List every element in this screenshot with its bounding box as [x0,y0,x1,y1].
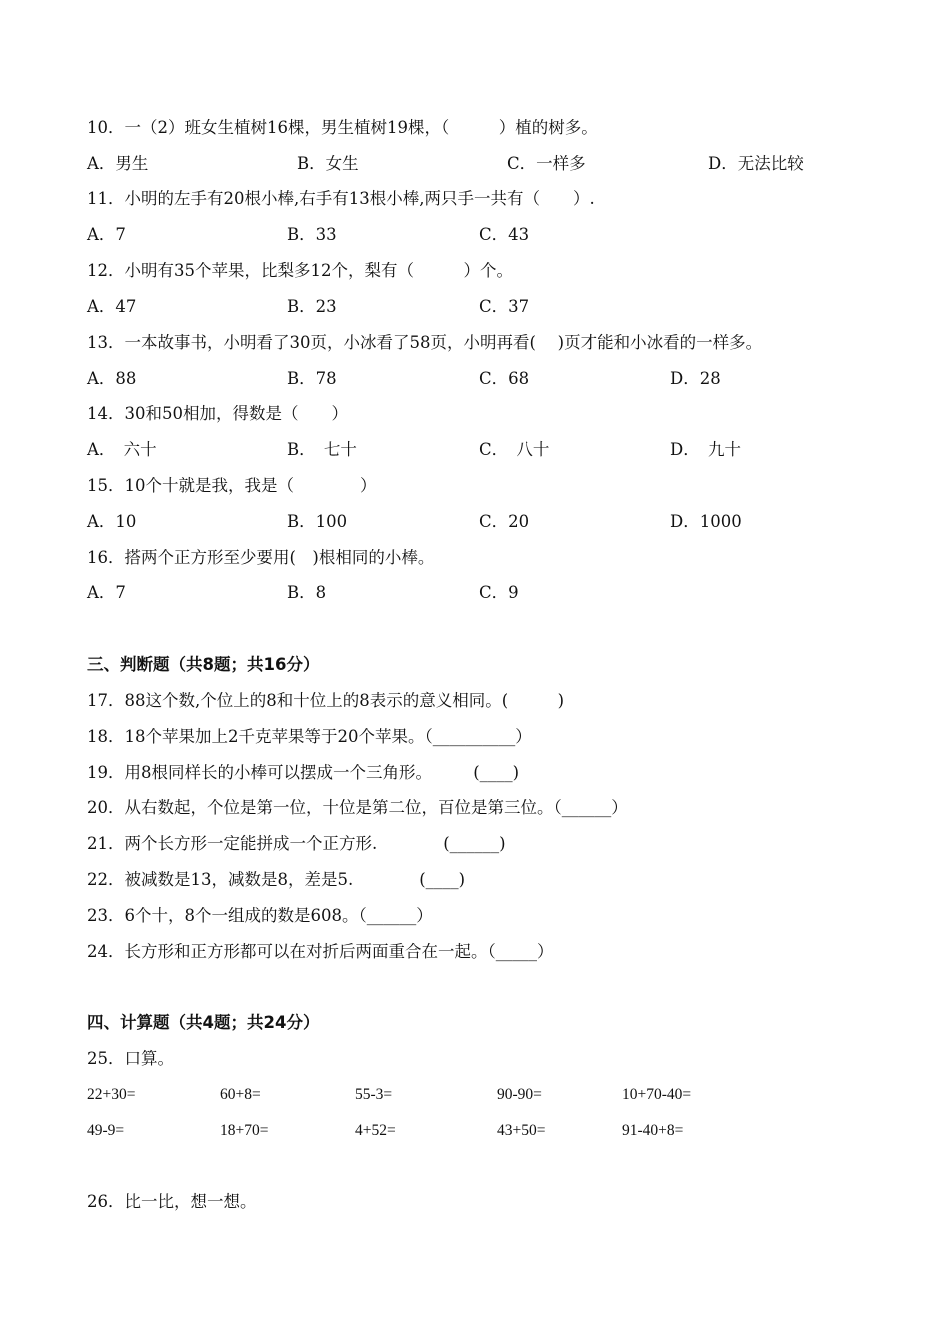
question-26: 26．比一比，想一想。 [87,1192,257,1211]
option-a: A．10 [87,512,137,531]
option-c: C． 八十 [479,440,550,459]
option-c: C．20 [479,512,530,531]
option-a: A．7 [87,583,126,602]
option-b: B．8 [287,583,327,602]
option-a: A．47 [87,297,137,316]
option-c: C．9 [479,583,519,602]
calc-item: 22+30= [87,1086,136,1103]
tf-item: 22．被减数是13，减数是8，差是5. (____) [87,870,466,889]
calc-item: 55-3= [355,1086,393,1103]
option-c: C．37 [479,297,530,316]
option-a: A． 六十 [87,440,157,459]
option-a: A．男生 [87,154,149,173]
section-title: 四、计算题（共4题；共24分） [87,1013,320,1032]
option-b: B．女生 [297,154,359,173]
tf-item: 24．长方形和正方形都可以在对折后两面重合在一起。（_____） [87,942,554,961]
tf-item: 18．18个苹果加上2千克苹果等于20个苹果。（__________） [87,727,532,746]
option-c: C．43 [479,225,530,244]
tf-item: 23．6个十，8个一组成的数是608。（______） [87,906,433,925]
tf-item: 17．88这个数,个位上的8和十位上的8表示的意义相同。( ) [87,691,565,710]
calc-item: 10+70-40= [622,1086,692,1103]
tf-item: 21．两个长方形一定能拼成一个正方形. (______) [87,834,506,853]
calc-item: 18+70= [220,1122,269,1139]
option-d: D．28 [670,369,721,388]
option-b: B．33 [287,225,337,244]
section-title: 三、判断题（共8题；共16分） [87,655,320,674]
option-b: B．23 [287,297,337,316]
question-stem: 15．10个十就是我，我是（ ） [87,476,377,495]
calc-item: 49-9= [87,1122,125,1139]
calc-item: 91-40+8= [622,1122,684,1139]
option-c: C．一样多 [507,154,586,173]
option-d: D． 九十 [670,440,741,459]
question-stem: 12．小明有35个苹果，比梨多12个，梨有（ ）个。 [87,261,513,280]
option-a: A．88 [87,369,137,388]
option-b: B． 七十 [287,440,357,459]
option-b: B．78 [287,369,337,388]
option-b: B．100 [287,512,348,531]
option-c: C．68 [479,369,530,388]
question-stem: 10．一（2）班女生植树16棵，男生植树19棵，（ ）植的树多。 [87,118,598,137]
calc-item: 4+52= [355,1122,396,1139]
tf-item: 19．用8根同样长的小棒可以摆成一个三角形。 (____) [87,763,520,782]
calc-item: 60+8= [220,1086,261,1103]
calc-item: 43+50= [497,1122,546,1139]
question-stem: 11．小明的左手有20根小棒,右手有13根小棒,两只手一共有（ ）. [87,189,595,208]
option-a: A．7 [87,225,126,244]
calc-item: 90-90= [497,1086,542,1103]
question-25: 25．口算。 [87,1049,174,1068]
tf-item: 20．从右数起，个位是第一位，十位是第二位，百位是第三位。（______） [87,798,628,817]
option-d: D．无法比较 [708,154,804,173]
question-stem: 14．30和50相加，得数是（ ） [87,404,348,423]
option-d: D．1000 [670,512,742,531]
question-stem: 13．一本故事书，小明看了30页，小冰看了58页，小明再看( )页才能和小冰看的一样多。 [87,333,763,352]
question-stem: 16．搭两个正方形至少要用( )根相同的小棒。 [87,548,435,567]
